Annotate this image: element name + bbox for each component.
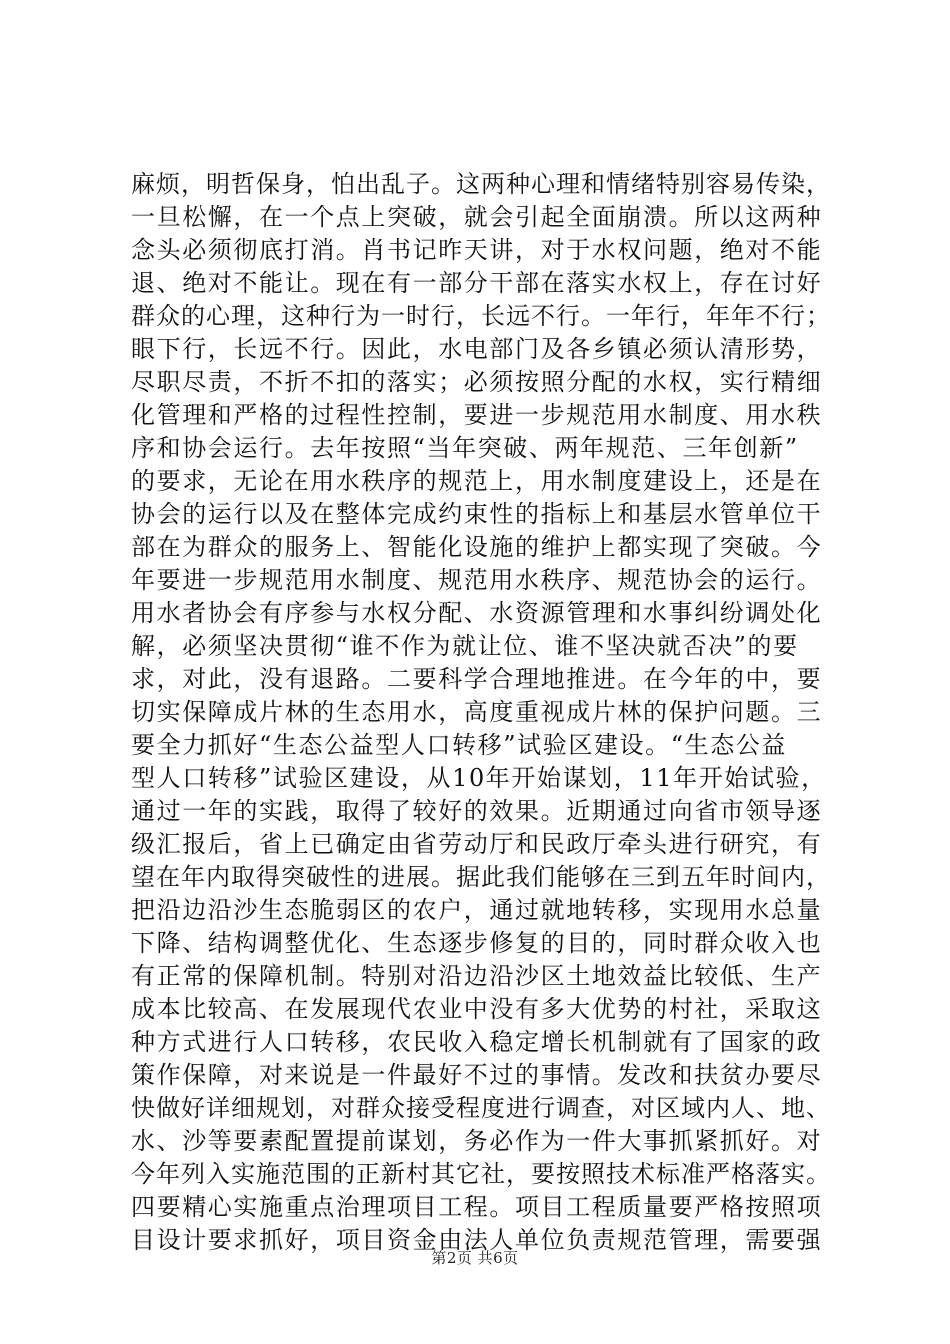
- text-line: 解，必须坚决贯彻“谁不作为就让位、谁不坚决就否决”的要: [131, 632, 799, 660]
- text-line: 下降、结构调整优化、生态逐步修复的目的，同时群众收入也: [131, 929, 823, 957]
- text-line: 年要进一步规范用水制度、规范用水秩序、规范协会的运行。: [131, 566, 823, 594]
- text-line: 今年列入实施范围的正新村其它社，要按照技术标准严格落实。: [131, 1160, 831, 1188]
- text-line: 目设计要求抓好，项目资金由法人单位负责规范管理，需要强: [131, 1226, 823, 1254]
- text-line: 通过一年的实践，取得了较好的效果。近期通过向省市领导逐: [131, 797, 823, 825]
- page-number-footer: 第2页 共6页: [431, 1249, 519, 1267]
- text-line: 序和协会运行。去年按照“当年突破、两年规范、三年创新”: [131, 434, 799, 462]
- text-line: 退、绝对不能让。现在有一部分干部在落实水权上，存在讨好: [131, 269, 823, 297]
- text-line: 用水者协会有序参与水权分配、水资源管理和水事纠纷调处化: [131, 599, 823, 627]
- text-line: 的要求，无论在用水秩序的规范上，用水制度建设上，还是在: [131, 467, 823, 495]
- text-line: 求，对此，没有退路。二要科学合理地推进。在今年的中，要: [131, 665, 823, 693]
- text-line: 策作保障，对来说是一件最好不过的事情。发改和扶贫办要尽: [131, 1061, 823, 1089]
- text-line: 群众的心理，这种行为一时行，长远不行。一年行，年年不行；: [131, 302, 831, 330]
- text-line: 要全力抓好“生态公益型人口转移”试验区建设。“生态公益: [131, 731, 788, 759]
- text-line: 把沿边沿沙生态脆弱区的农户，通过就地转移，实现用水总量: [131, 896, 823, 924]
- text-line: 念头必须彻底打消。肖书记昨天讲，对于水权问题，绝对不能: [131, 236, 823, 264]
- text-line: 眼下行，长远不行。因此，水电部门及各乡镇必须认清形势，: [131, 335, 823, 363]
- text-line: 切实保障成片林的生态用水，高度重视成片林的保护问题。三: [131, 698, 823, 726]
- text-line: 望在年内取得突破性的进展。据此我们能够在三到五年时间内，: [131, 863, 831, 891]
- text-line: 成本比较高、在发展现代农业中没有多大优势的村社，采取这: [131, 995, 823, 1023]
- text-line: 有正常的保障机制。特别对沿边沿沙区土地效益比较低、生产: [131, 962, 823, 990]
- text-line: 尽职尽责，不折不扣的落实；必须按照分配的水权，实行精细: [131, 368, 823, 396]
- text-line: 四要精心实施重点治理项目工程。项目工程质量要严格按照项: [131, 1193, 823, 1221]
- text-line: 级汇报后，省上已确定由省劳动厅和民政厅牵头进行研究，有: [131, 830, 823, 858]
- text-line: 快做好详细规划，对群众接受程度进行调查，对区域内人、地、: [131, 1094, 831, 1122]
- text-line: 型人口转移”试验区建设，从10年开始谋划，11年开始试验，: [131, 764, 827, 792]
- text-line: 麻烦，明哲保身，怕出乱子。这两种心理和情绪特别容易传染，: [131, 170, 831, 198]
- body-text: [131, 168, 831, 1257]
- text-line: 水、沙等要素配置提前谋划，务必作为一件大事抓紧抓好。对: [131, 1127, 823, 1155]
- text-line: 部在为群众的服务上、智能化设施的维护上都实现了突破。今: [131, 533, 823, 561]
- text-line: 一旦松懈，在一个点上突破，就会引起全面崩溃。所以这两种: [131, 203, 823, 231]
- text-line: 种方式进行人口转移，农民收入稳定增长机制就有了国家的政: [131, 1028, 823, 1056]
- text-line: 化管理和严格的过程性控制，要进一步规范用水制度、用水秩: [131, 401, 823, 429]
- text-line: 协会的运行以及在整体完成约束性的指标上和基层水管单位干: [131, 500, 823, 528]
